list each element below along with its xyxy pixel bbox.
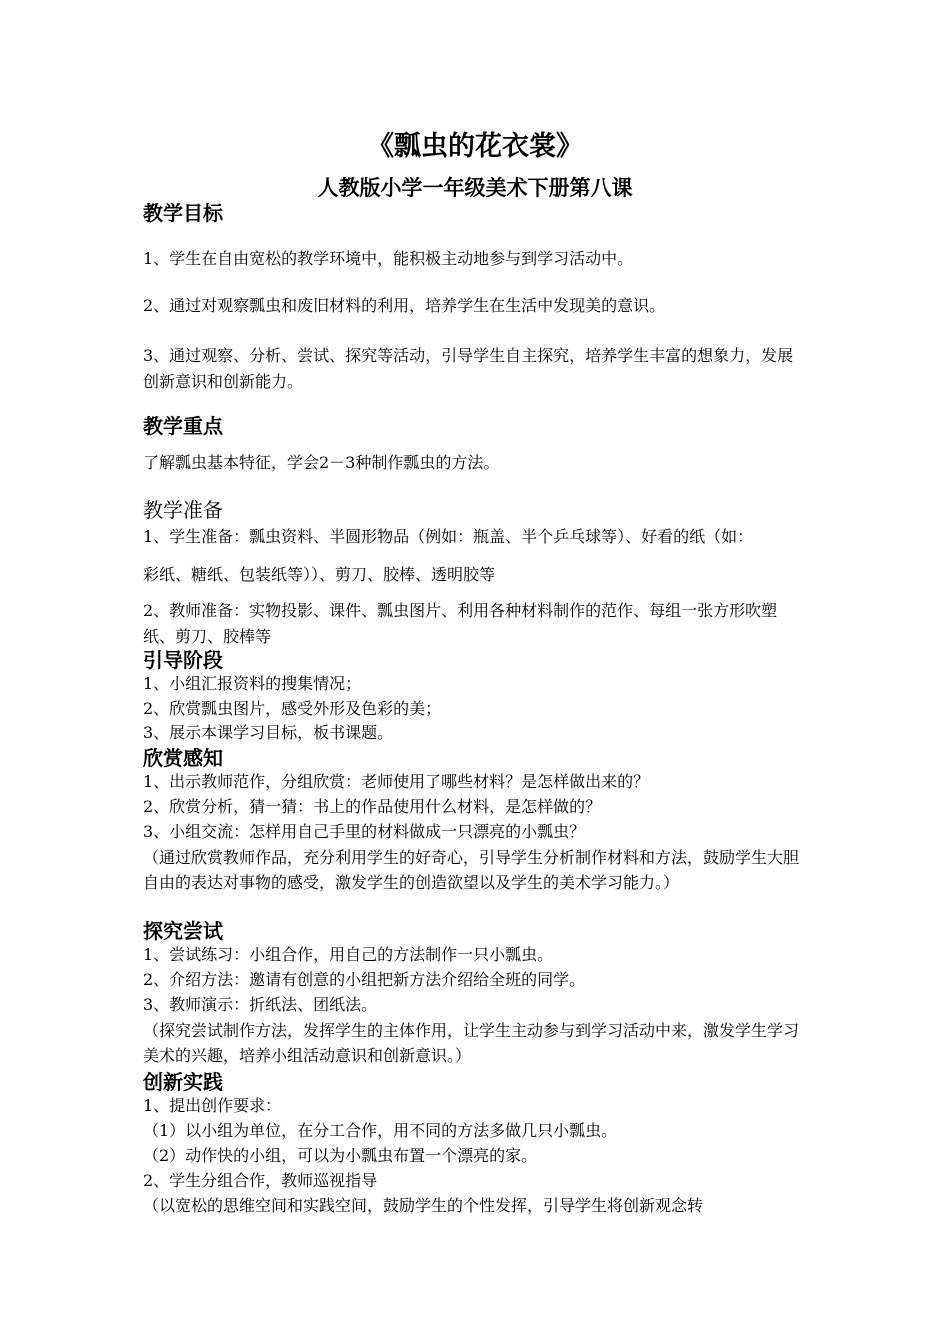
- goal-item: 3、通过观察、分析、尝试、探究等活动，引导学生自主探究，培养学生丰富的想象力，发展创新意识和创新能力。: [143, 346, 794, 391]
- explore-item: 1、尝试练习：小组合作，用自己的方法制作一只小瓢虫。: [143, 945, 554, 964]
- appreciate-heading: 欣赏感知: [143, 746, 223, 770]
- guide-heading: 引导阶段: [143, 648, 223, 672]
- practice-item: （以宽松的思维空间和实践空间，鼓励学生的个性发挥，引导学生将创新观念转: [143, 1196, 704, 1215]
- guide-item: 3、展示本课学习目标，板书课题。: [143, 723, 394, 742]
- appreciate-item: 3、小组交流：怎样用自己手里的材料做成一只漂亮的小瓢虫？: [143, 822, 586, 841]
- appreciate-note: （通过欣赏教师作品，充分利用学生的好奇心，引导学生分析制作材料和方法，鼓励学生大胆自由的表达对事物的感受，激发学生的创造欲望以及学生的美术学习能力。）: [143, 848, 800, 892]
- practice-heading: 创新实践: [143, 1070, 223, 1094]
- explore-item: 3、教师演示：折纸法、团纸法。: [143, 995, 378, 1014]
- practice-item: 2、学生分组合作，教师巡视指导: [143, 1171, 378, 1190]
- prep-student-line1: 1、学生准备：瓢虫资料、半圆形物品（例如：瓶盖、半个乒乓球等）、好看的纸（如：: [143, 527, 754, 546]
- goal-item: 1、学生在自由宽松的教学环境中，能积极主动地参与到学习活动中。: [143, 249, 634, 268]
- focus-heading: 教学重点: [143, 414, 223, 438]
- explore-note: （探究尝试制作方法，发挥学生的主体作用，让学生主动参与到学习活动中来，激发学生学习美术的兴趣，培养小组活动意识和创新意识。）: [143, 1021, 800, 1065]
- practice-item: （1）以小组为单位，在分工合作，用不同的方法多做几只小瓢虫。: [143, 1121, 618, 1140]
- document-subtitle: 人教版小学一年级美术下册第八课: [317, 176, 633, 200]
- goal-item: 2、通过对观察瓢虫和废旧材料的利用，培养学生在生活中发现美的意识。: [143, 296, 666, 315]
- appreciate-item: 1、出示教师范作，分组欣赏：老师使用了哪些材料？是怎样做出来的？: [143, 772, 650, 791]
- prep-student-line2: 彩纸、糖纸、包装纸等））、剪刀、胶棒、透明胶等: [143, 565, 496, 584]
- explore-item: 2、介绍方法：邀请有创意的小组把新方法介绍给全班的同学。: [143, 970, 586, 989]
- guide-item: 1、小组汇报资料的搜集情况；: [143, 674, 362, 693]
- practice-item: （2）动作快的小组，可以为小瓢虫布置一个漂亮的家。: [143, 1146, 538, 1165]
- document-title: 《瓢虫的花衣裳》: [367, 131, 583, 162]
- guide-item: 2、欣赏瓢虫图片，感受外形及色彩的美；: [143, 699, 442, 718]
- prep-teacher: 2、教师准备：实物投影、课件、瓢虫图片、利用各种材料制作的范作、每组一张方形吹塑纸、剪刀、胶棒等: [143, 601, 778, 646]
- focus-text: 了解瓢虫基本特征，学会2－3种制作瓢虫的方法。: [143, 453, 500, 472]
- practice-item: 1、提出创作要求：: [143, 1096, 282, 1115]
- explore-heading: 探究尝试: [143, 919, 223, 943]
- appreciate-item: 2、欣赏分析，猜一猜：书上的作品使用什么材料，是怎样做的？: [143, 797, 602, 816]
- prep-heading: 教学准备: [143, 498, 223, 522]
- goals-heading: 教学目标: [143, 201, 223, 225]
